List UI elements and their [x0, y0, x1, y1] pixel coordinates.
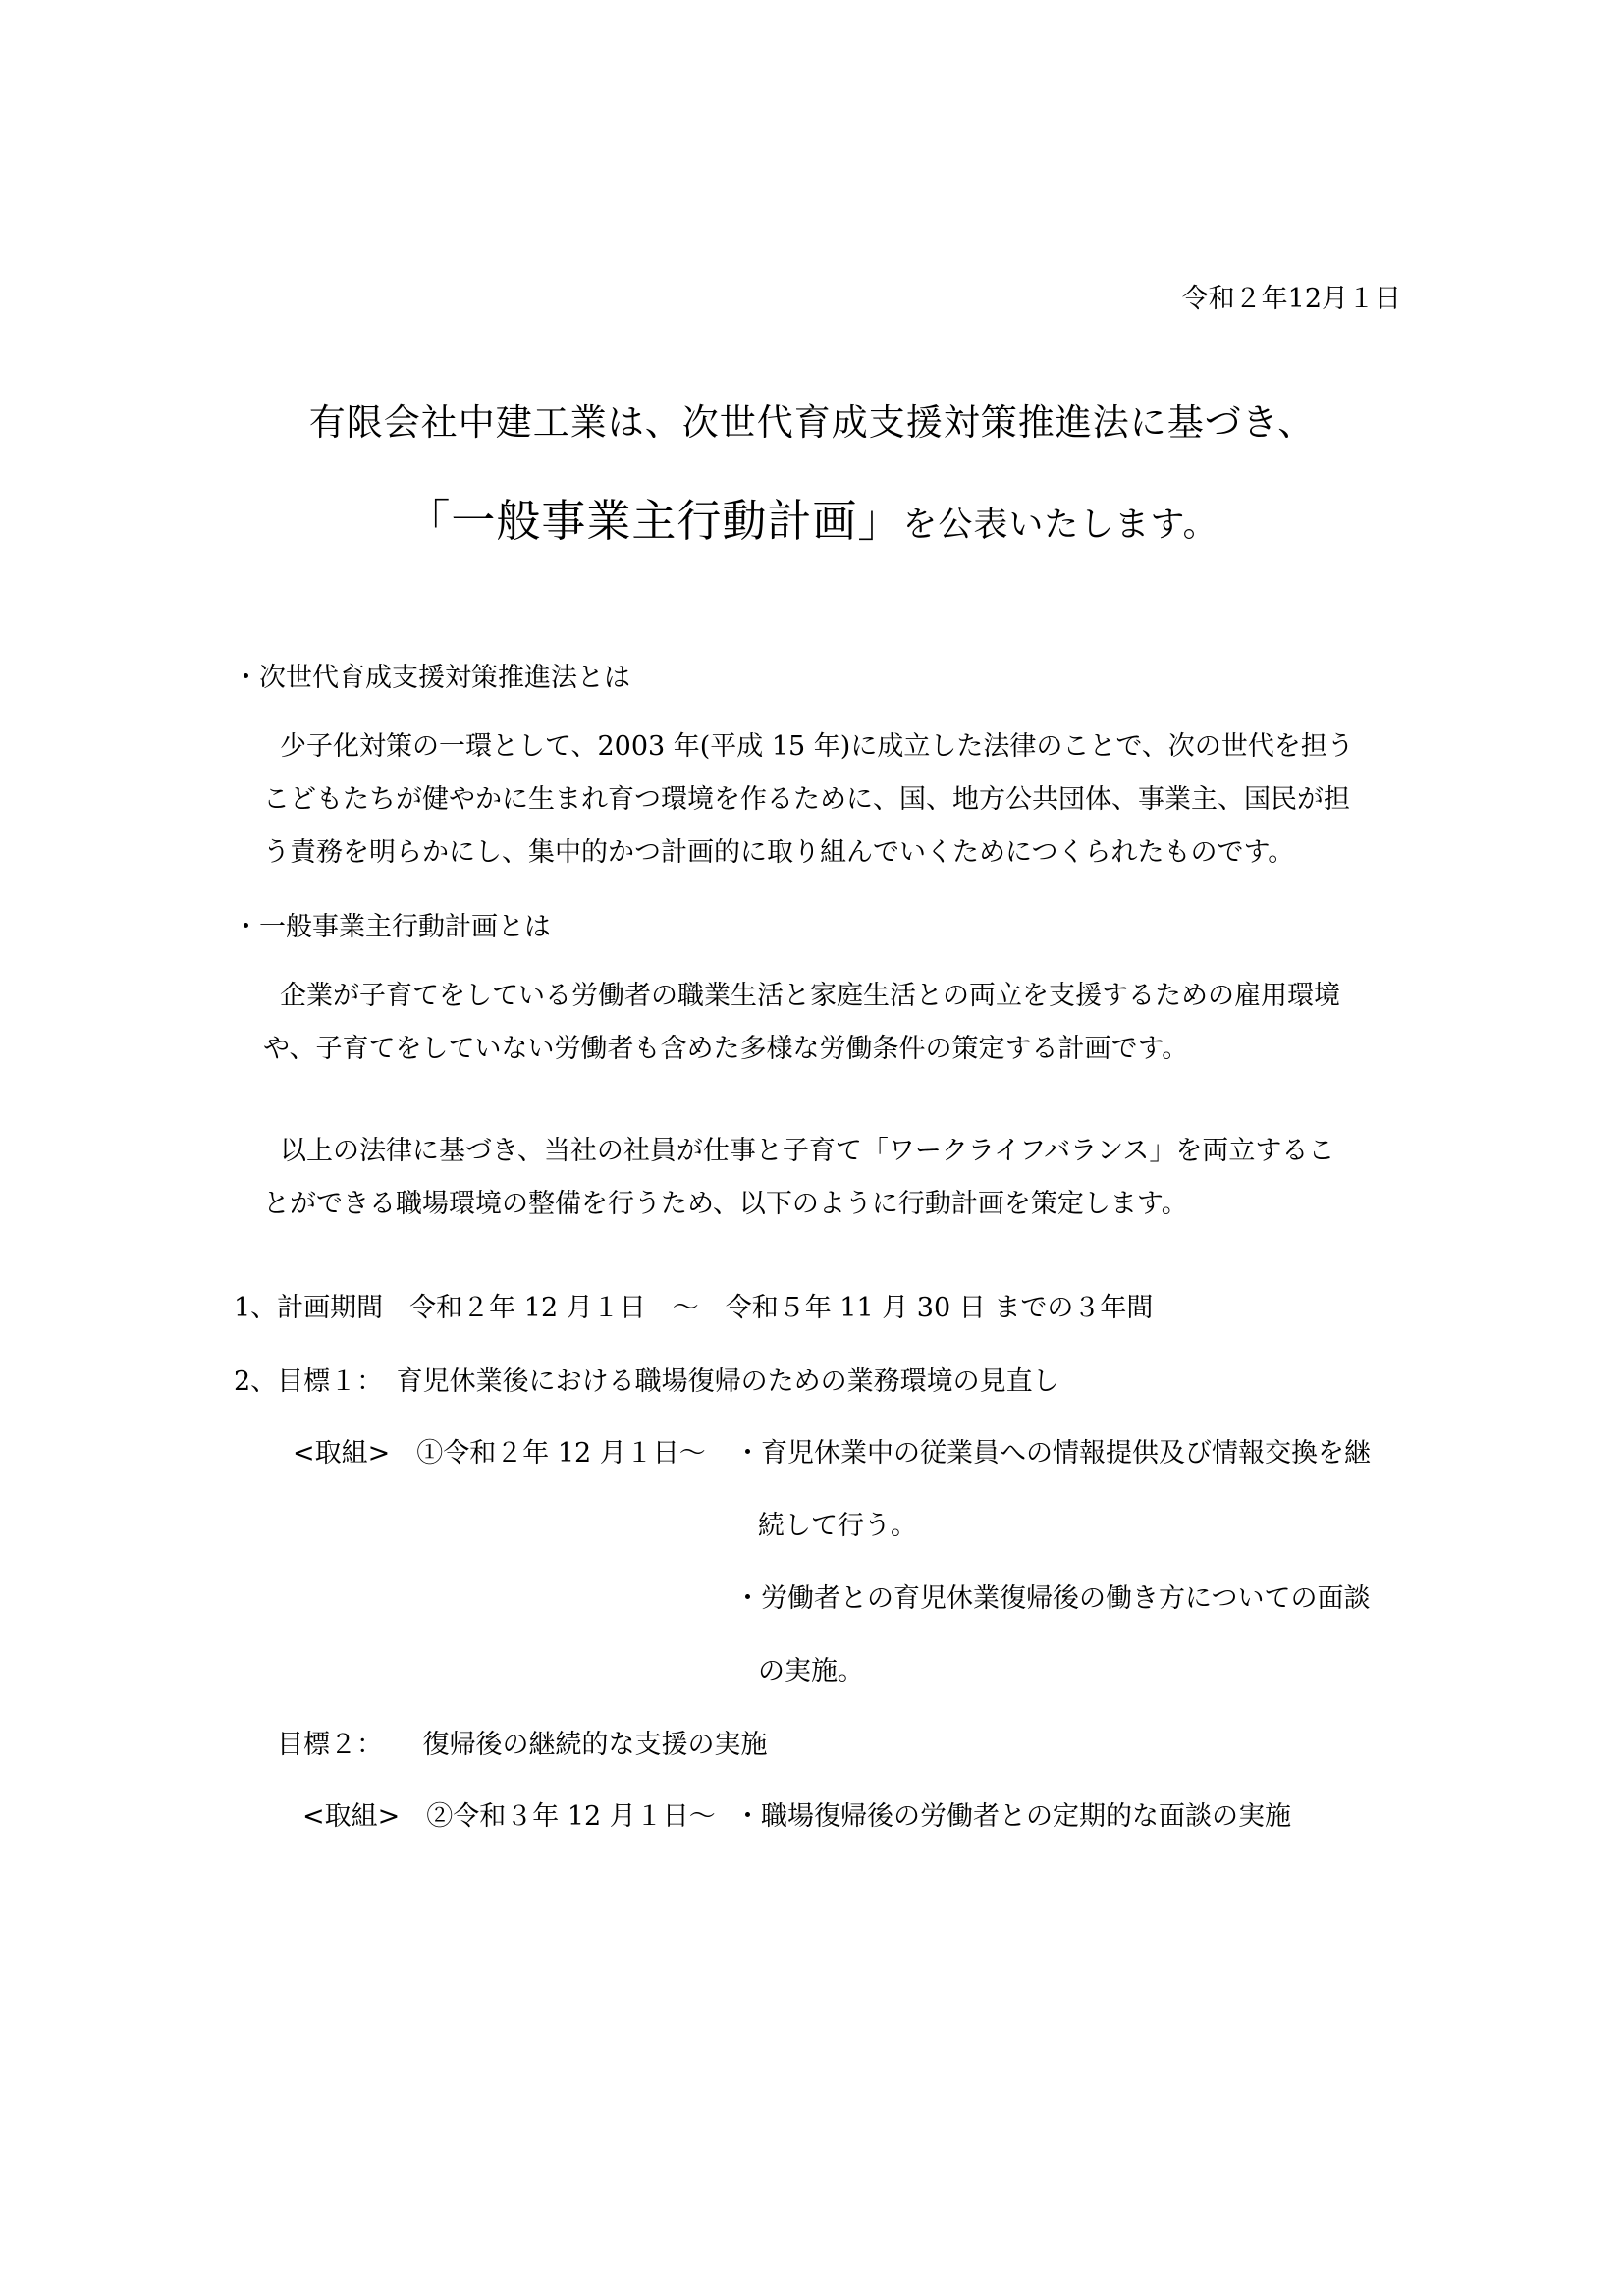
section-heading-plan: ・一般事業主行動計画とは — [233, 912, 551, 942]
section-heading-law: ・次世代育成支援対策推進法とは — [233, 663, 630, 693]
paragraph-line: 以上の法律に基づき、当社の社員が仕事と子育て「ワークライフバランス」を両立するこ — [253, 1136, 1335, 1166]
paragraph-line: 少子化対策の一環として、2003 年(平成 15 年)に成立した法律のことで、次の世代を担う — [253, 731, 1354, 762]
goal-1-action-label: <取組> ①令和２年 12 月１日～ — [293, 1438, 706, 1468]
goal-1-action-2-cont: の実施。 — [758, 1656, 864, 1686]
paragraph-line: 企業が子育てをしている労働者の職業生活と家庭生活との両立を支援するための雇用環境 — [253, 981, 1340, 1011]
paragraph-line: こどもたちが健やかに生まれ育つ環境を作るために、国、地方公共団体、事業主、国民が担 — [263, 784, 1350, 815]
page-title-line1: 有限会社中建工業は、次世代育成支援対策推進法に基づき、 — [308, 401, 1316, 444]
goal-2-action-label: <取組> ②令和３年 12 月１日～ — [302, 1801, 716, 1832]
goal-1-action-2: ・労働者との育児休業復帰後の働き方についての面談 — [734, 1583, 1371, 1614]
plan-period: 1、計画期間 令和２年 12 月１日 ～ 令和５年 11 月 30 日 までの３年間 — [234, 1293, 1154, 1323]
plan-name: 「一般事業主行動計画」 — [406, 495, 903, 547]
goal-2: 目標２： 復帰後の継続的な支援の実施 — [277, 1730, 768, 1760]
goal-1: 2、目標１： 育児休業後における職場復帰のための業務環境の見直し — [234, 1366, 1059, 1397]
page-title-tail: を公表いたします。 — [902, 506, 1218, 545]
paragraph-line: う責務を明らかにし、集中的かつ計画的に取り組んでいくためにつくられたものです。 — [263, 837, 1295, 868]
paragraph-line: や、子育てをしていない労働者も含めた多様な労働条件の策定する計画です。 — [263, 1034, 1189, 1064]
page-title-line2 — [0, 485, 1624, 549]
goal-2-action: ・職場復帰後の労働者との定期的な面談の実施 — [734, 1801, 1291, 1832]
goal-1-action-1: ・育児休業中の従業員への情報提供及び情報交換を継 — [734, 1438, 1371, 1468]
goal-1-action-1-cont: 続して行う。 — [758, 1511, 917, 1541]
document-date: 令和２年12月１日 — [1181, 284, 1401, 314]
paragraph-line: とができる職場環境の整備を行うため、以下のように行動計画を策定します。 — [263, 1189, 1188, 1219]
